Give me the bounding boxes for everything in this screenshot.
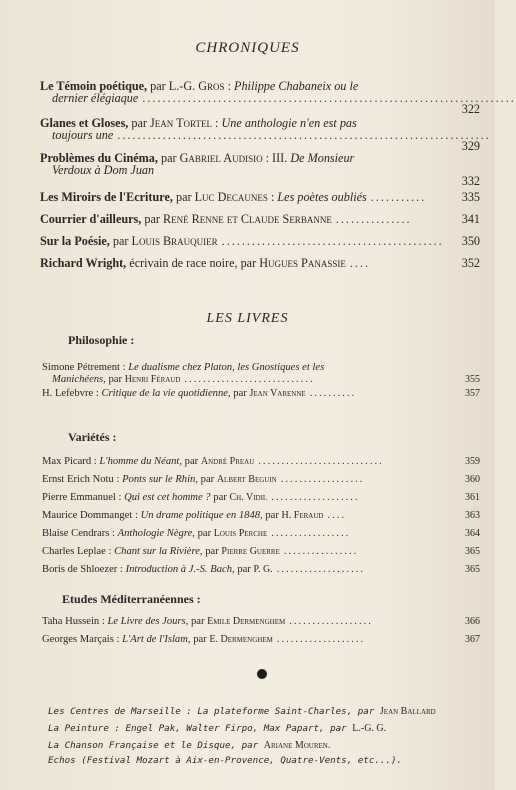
book-reviewer: Pierre Guerre: [221, 546, 280, 557]
chronique-rest: écrivain de race noire, par: [129, 256, 257, 270]
book-work-cont: Manichéens,: [52, 374, 106, 385]
separator: : III.: [265, 151, 288, 165]
misc-text: La Peinture : Engel Pak, Walter Firpo, Max Papart, par: [48, 723, 347, 734]
misc-text: Les Centres de Marseille : La plateforme Saint-Charles, par: [48, 706, 375, 717]
chronique-author: L.-G. Gros: [168, 79, 225, 93]
misc-author: Jean Ballard: [379, 706, 436, 717]
separator: :: [118, 492, 122, 503]
separator: :: [116, 634, 120, 645]
separator: :: [93, 456, 97, 467]
book-work: Anthologie Nègre,: [117, 528, 195, 539]
book-author-name: H. Lefebvre: [42, 388, 94, 399]
book-work: Le dualisme chez Platon, les Gnostiques et les: [128, 362, 325, 373]
by-text: par: [184, 456, 199, 467]
book-author-name: Georges Marçais: [42, 634, 114, 645]
leader-dots: ...................: [276, 564, 366, 575]
separator: :: [227, 79, 231, 93]
book-page: 355: [465, 374, 480, 385]
book-entry: [42, 456, 480, 468]
book-reviewer: Ch. Vidil: [229, 492, 268, 503]
book-work: L'Art de l'Islam,: [122, 634, 191, 645]
misc-author: L.-G. G.: [352, 723, 387, 734]
book-page: 364: [465, 528, 480, 539]
chronique-entry: [40, 79, 516, 116]
book-author-name: Maurice Dommanget: [42, 510, 133, 521]
book-work: L'homme du Néant,: [99, 456, 183, 467]
separator: :: [108, 546, 112, 557]
book-reviewer: Albert Beguin: [216, 474, 277, 485]
leader-dots: ...........: [370, 190, 427, 204]
separator: :: [134, 510, 138, 521]
chronique-title: Le Témoin poétique,: [40, 79, 148, 93]
book-reviewer: Emile Dermenghem: [207, 616, 286, 627]
chronique-page: 335: [461, 190, 480, 204]
chronique-title: Problèmes du Cinéma,: [40, 151, 158, 165]
by-text: par: [213, 492, 227, 503]
chronique-title: Richard Wright,: [40, 256, 127, 270]
chronique-entry: [40, 116, 491, 153]
chronique-work: Une anthologie n'en est pas: [221, 116, 357, 130]
book-entry: [42, 528, 480, 540]
chronique-title: Glanes et Gloses,: [40, 116, 129, 130]
book-page: 357: [465, 388, 480, 399]
separator: :: [112, 528, 115, 539]
chronique-author: Gabriel Audisio: [179, 151, 263, 165]
book-page: 361: [465, 492, 480, 503]
leader-dots: ..........................................................................: [117, 128, 491, 142]
book-entry: [42, 362, 480, 386]
by-text: par: [265, 510, 279, 521]
separator: :: [95, 388, 99, 399]
book-reviewer: P. G.: [253, 564, 273, 575]
misc-author: Ariane Mouren.: [263, 740, 331, 751]
book-work: Ponts sur le Rhin,: [122, 474, 198, 485]
chronique-entry: [40, 213, 480, 225]
book-entry: [42, 388, 480, 400]
book-work: Le Livre des Jours,: [107, 616, 189, 627]
misc-line: [48, 722, 478, 735]
leader-dots: ...................: [271, 492, 360, 503]
book-entry: [42, 546, 480, 558]
book-author-name: Boris de Shloezer: [42, 564, 118, 575]
etudes-heading: Etudes Méditerranéennes :: [62, 592, 201, 606]
leader-dots: ..................: [280, 474, 365, 485]
chronique-work: De Monsieur: [290, 151, 355, 165]
misc-text: La Chanson Française et le Disque, par: [48, 740, 259, 751]
book-page: 359: [465, 456, 480, 467]
misc-text: Echos (Festival Mozart à Aix-en-Provence, Quatre-Vents, etc...).: [48, 755, 403, 766]
by-text: par: [205, 546, 219, 557]
book-author-name: Simone Pétrement: [42, 362, 120, 373]
book-page: 363: [465, 510, 480, 521]
separator: :: [119, 564, 123, 575]
misc-line: [48, 705, 478, 718]
chronique-work: Philippe Chabaneix ou le: [234, 79, 359, 93]
chronique-page: 350: [461, 234, 480, 248]
chronique-work-cont: Verdoux à Dom Juan: [52, 163, 155, 177]
book-reviewer: Louis Perche: [213, 528, 268, 539]
book-work: Un drame politique en 1848,: [140, 510, 263, 521]
book-reviewer: Jean Varenne: [249, 388, 306, 399]
chronique-entry: [40, 152, 480, 187]
separator: :: [215, 116, 219, 130]
book-reviewer: Henri Féraud: [124, 374, 181, 385]
by-text: par: [112, 234, 129, 248]
leader-dots: ............................................: [221, 234, 444, 248]
book-author-name: Max Picard: [42, 456, 92, 467]
book-entry: [42, 474, 480, 486]
leader-dots: ..................: [289, 616, 373, 627]
by-text: par: [150, 79, 166, 93]
separator: :: [270, 190, 275, 204]
chronique-page: 329: [461, 139, 480, 153]
book-work: Chant sur la Rivière,: [114, 546, 203, 557]
by-text: par: [144, 212, 160, 226]
by-text: par: [175, 190, 192, 204]
book-work: Introduction à J.-S. Bach,: [125, 564, 235, 575]
leader-dots: ...................: [276, 634, 366, 645]
chronique-author: Luc Decaunes: [194, 190, 268, 204]
chronique-work-cont: toujours une: [52, 128, 114, 142]
by-text: par: [131, 116, 147, 130]
book-author-name: Pierre Emmanuel: [42, 492, 116, 503]
leader-dots: .................: [271, 528, 351, 539]
book-page: 365: [465, 564, 480, 575]
book-reviewer: H. Feraud: [281, 510, 324, 521]
leader-dots: ................: [283, 546, 359, 557]
book-author-name: Charles Leplae: [42, 546, 106, 557]
leader-dots: ..........: [309, 388, 357, 399]
leader-dots: ..........................................................................: [142, 91, 516, 105]
book-work: Critique de la vie quotidienne,: [101, 388, 231, 399]
chronique-author: Hugues Panassie: [259, 256, 346, 270]
book-entry: [42, 492, 480, 504]
book-entry: [42, 510, 480, 522]
chronique-entry: [40, 235, 480, 247]
separator-bullet: [257, 669, 267, 679]
chronique-page: 322: [461, 102, 480, 116]
leader-dots: ....: [327, 510, 347, 521]
separator: :: [122, 362, 126, 373]
by-text: par: [200, 474, 215, 485]
book-work: Qui est cet homme ?: [124, 492, 211, 503]
chroniques-title: CHRONIQUES: [195, 40, 300, 56]
by-text: par: [197, 528, 212, 539]
misc-line: [48, 739, 478, 752]
leader-dots: ............................: [184, 374, 315, 385]
book-page: 367: [465, 634, 480, 645]
chronique-author: Jean Tortel: [150, 116, 212, 130]
by-text: par: [233, 388, 247, 399]
book-author-name: Ernst Erich Notu: [42, 474, 114, 485]
livres-title: LES LIVRES: [206, 311, 289, 326]
book-reviewer: E. Dermenghem: [209, 634, 273, 645]
book-page: 366: [465, 616, 480, 627]
leader-dots: ...........................: [258, 456, 384, 467]
philosophie-heading: Philosophie :: [68, 333, 135, 347]
separator: :: [101, 616, 105, 627]
book-page: 365: [465, 546, 480, 557]
chronique-work-cont: dernier élégiaque: [52, 91, 139, 105]
chronique-page: 352: [461, 256, 480, 270]
chronique-entry: [40, 257, 480, 269]
chronique-work: Les poètes oubliés: [277, 190, 367, 204]
book-author-name: Blaise Cendrars: [42, 528, 110, 539]
chronique-title: Courrier d'ailleurs,: [40, 212, 142, 226]
by-text: par: [190, 616, 205, 627]
chronique-title: Sur la Poésie,: [40, 234, 110, 248]
book-entry: [42, 564, 480, 576]
varietes-heading: Variétés :: [68, 430, 117, 444]
leader-dots: ....: [349, 256, 371, 270]
separator: :: [116, 474, 120, 485]
by-text: par: [160, 151, 177, 165]
chronique-page: 332: [461, 174, 480, 188]
by-text: par: [108, 374, 123, 385]
by-text: par: [193, 634, 207, 645]
chronique-title: Les Miroirs de l'Ecriture,: [40, 190, 173, 204]
leader-dots: ...............: [335, 212, 412, 226]
book-entry: [42, 616, 480, 628]
misc-line: [48, 754, 478, 767]
book-author-name: Taha Hussein: [42, 616, 100, 627]
by-text: par: [237, 564, 251, 575]
chronique-author: René Renne et Claude Serbanne: [162, 212, 332, 226]
chronique-author: Louis Brauquier: [131, 234, 218, 248]
chronique-entry: [40, 191, 480, 203]
chronique-page: 341: [461, 212, 480, 226]
book-reviewer: André Preau: [200, 456, 255, 467]
book-entry: [42, 634, 480, 646]
book-page: 360: [465, 474, 480, 485]
